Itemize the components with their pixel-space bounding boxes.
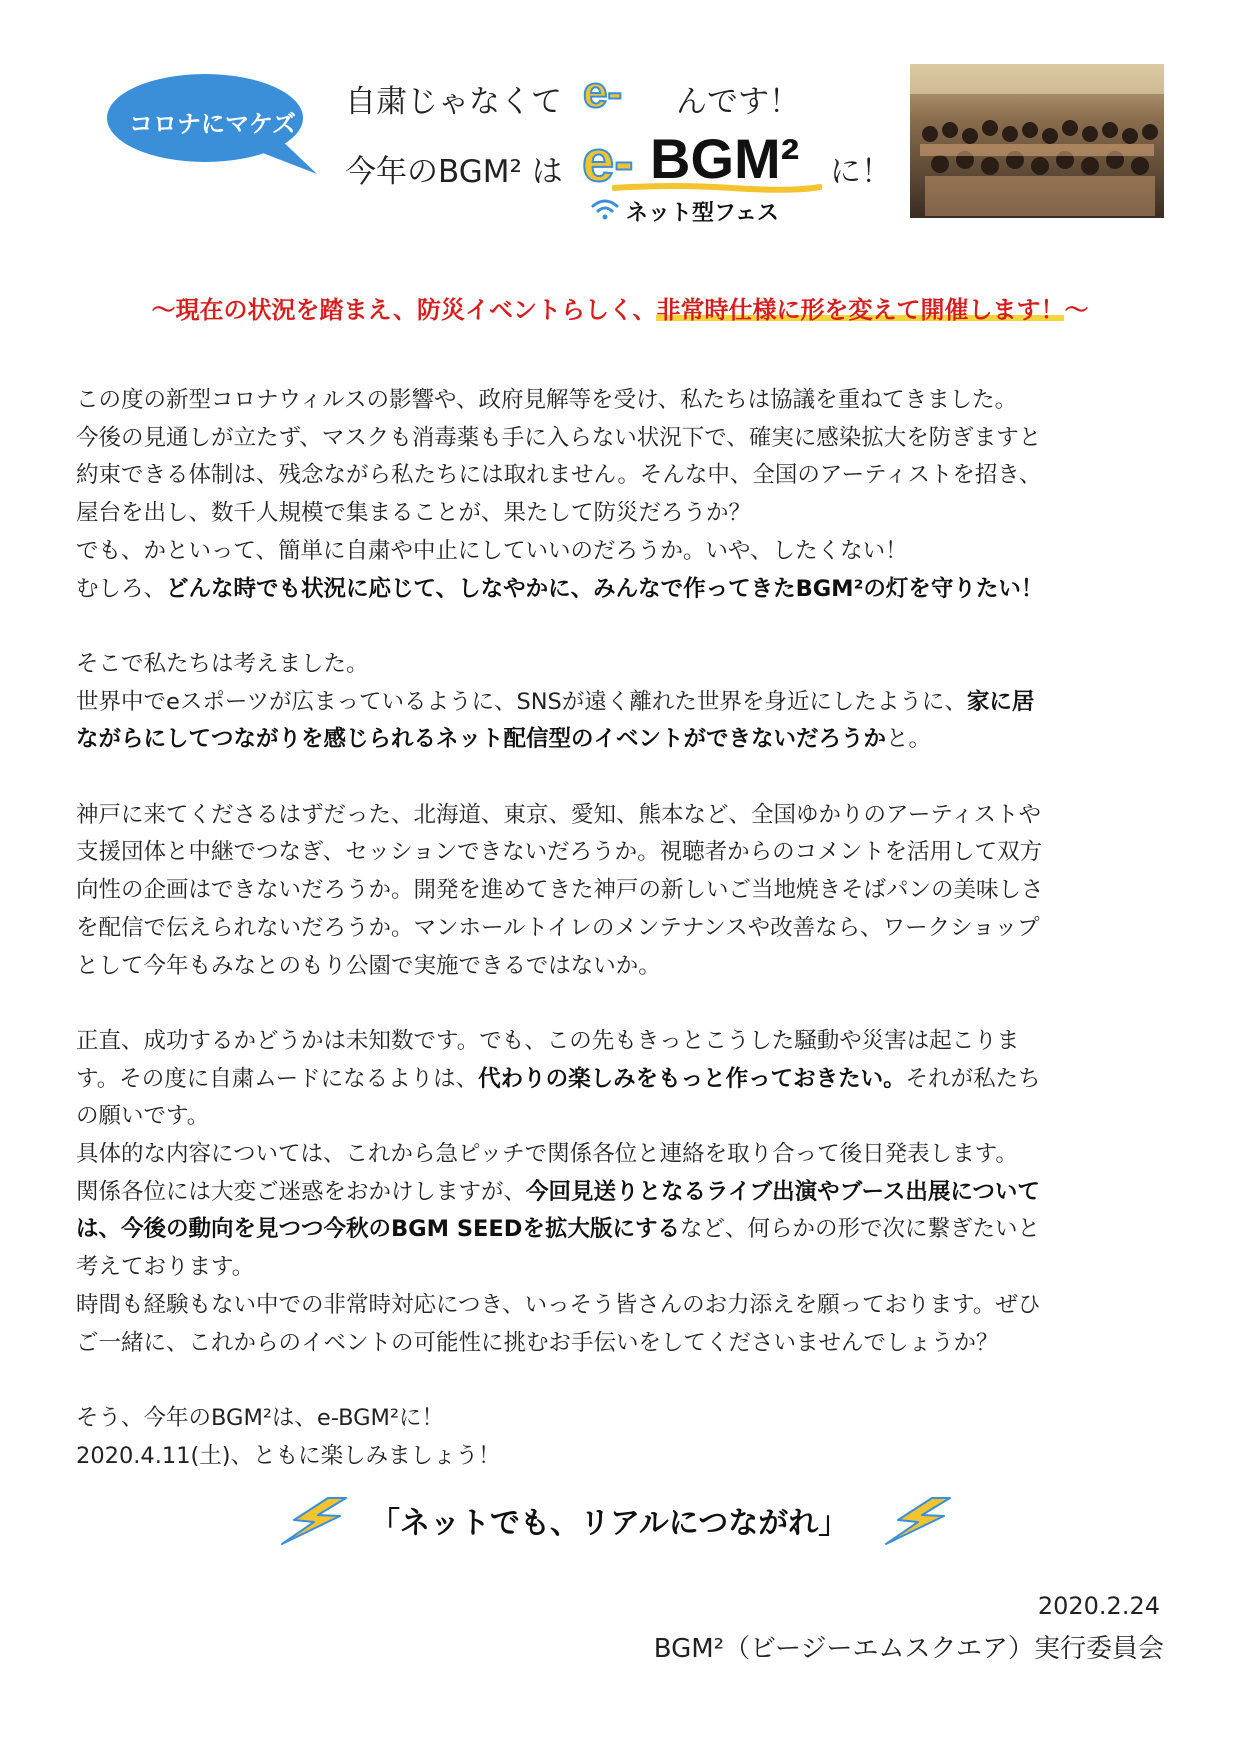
body-line: 今後の見通しが立たず、マスクも消毒薬も手に入らない状況下で、確実に感染拡大を防ぎますと [76, 424, 1042, 451]
headline-line1-post: んです！ [676, 84, 800, 120]
e-logo-small: e- [583, 68, 623, 117]
body-line: 神戸に来てくださるはずだった、北海道、東京、愛知、熊本など、全国ゆかりのアーティストや [76, 801, 1042, 828]
body-line [76, 1211, 1166, 1249]
headline-line2-post: に！ [830, 154, 892, 190]
document-date: 2020.2.24 [1037, 1592, 1160, 1620]
lightning-bolt-icon [276, 1496, 356, 1546]
group-photo [910, 64, 1164, 218]
body-span: など、何らかの形で次に繋ぎたいと [679, 1216, 1040, 1243]
body-span: 関係各位には大変ご迷惑をおかけしますが、 [76, 1178, 527, 1205]
lightning-bolt-icon [880, 1496, 960, 1546]
e-logo-large: e- [582, 129, 634, 194]
subtitle-highlight: 非常時仕様に形を変えて開催します！ [656, 296, 1065, 324]
headline-line2-pre: 今年のBGM² は [345, 154, 563, 190]
body-line: 正直、成功するかどうかは未知数です。でも、この先もきっとこうした騒動や災害は起こりま [76, 1027, 1020, 1054]
body-bold: どんな時でも状況に応じて、しなやかに、みんなで作ってきたBGM²の灯を守りたい！ [166, 575, 1044, 602]
wifi-icon [590, 196, 620, 222]
body-span: と。 [886, 726, 932, 753]
body-line: この度の新型コロナウィルスの影響や、政府見解等を受け、私たちは協議を重ねてきました。 [76, 387, 1018, 413]
speech-bubble [105, 72, 320, 176]
brush-underline [612, 182, 822, 194]
body-line: 向性の企画はできないだろうか。開発を進めてきた神戸の新しいご当地焼きそばパンの美味しさ [76, 877, 1044, 904]
body-line [76, 1174, 1166, 1212]
body-bold: は、今後の動向を見つつ今秋のBGM SEEDを拡大版にする [76, 1216, 680, 1243]
body-line: として今年もみなとのもり公園で実施できるではないか。 [76, 952, 661, 979]
bubble-text: コロナにマケズ [128, 110, 297, 138]
body-span: す。その度に自粛ムードになるよりは、 [76, 1065, 479, 1092]
body-line [76, 571, 1166, 609]
body-line: そう、今年のBGM²は、e-BGM²に！ [76, 1404, 444, 1431]
body-line: 屋台を出し、数千人規模で集まることが、果たして防災だろうか？ [76, 500, 752, 527]
body-line [76, 721, 1166, 759]
body-text [76, 382, 1166, 1475]
body-line: の願いです。 [76, 1103, 210, 1130]
body-line: 具体的な内容については、これから急ピッチで関係各位と連絡を取り合って後日発表します。 [76, 1141, 1018, 1168]
body-line: 考えております。 [76, 1254, 255, 1281]
slogan: 「ネットでも、リアルにつながれ」 [370, 1506, 849, 1541]
body-line: 2020.4.11(土)、ともに楽しみましょう！ [76, 1442, 501, 1469]
red-subtitle [0, 290, 1240, 325]
body-bold: 今回見送りとなるライブ出演やブース出展について [526, 1178, 1040, 1205]
body-line [76, 1061, 1166, 1099]
subtitle-part-1: ～現在の状況を踏まえ、防災イベントらしく、 [151, 296, 657, 324]
body-span: むしろ、 [76, 575, 167, 602]
body-line: 支援団体と中継でつなぎ、セッションできないだろうか。視聴者からのコメントを活用して双方 [76, 839, 1043, 866]
body-line: 時間も経験もない中での非常時対応につき、いっそう皆さんのお力添えを願っております。ぜひ [76, 1291, 1041, 1318]
body-line: ご一緒に、これからのイベントの可能性に挑むお手伝いをしてくださいませんでしょうか？ [76, 1329, 999, 1356]
body-span: それが私たち [905, 1065, 1041, 1092]
body-line [76, 684, 1166, 722]
body-line: そこで私たちは考えました。 [76, 650, 369, 677]
subtitle-part-3: ～ [1064, 296, 1089, 324]
logo-subtitle: ネット型フェス [626, 201, 779, 226]
body-span: 世界中でeスポーツが広まっているように、SNSが遠く離れた世界を身近にしたように、 [76, 688, 967, 715]
body-bold: ながらにしてつながりを感じられるネット配信型のイベントができないだろうか [76, 726, 887, 753]
bgm-logo: BGM² [650, 127, 800, 190]
organization-name: BGM²（ビージーエムスクエア）実行委員会 [653, 1634, 1164, 1664]
body-bold: 家に居 [966, 688, 1035, 715]
body-line: 約束できる体制は、残念ながら私たちには取れません。そんな中、全国のアーティストを招き、 [76, 462, 1042, 489]
body-bold: 代わりの楽しみをもっと作っておきたい。 [478, 1065, 906, 1092]
body-line: を配信で伝えられないだろうか。マンホールトイレのメンテナンスや改善なら、ワークショップ [76, 914, 1040, 941]
body-line: でも、かといって、簡単に自粛や中止にしていいのだろうか。いや、したくない！ [76, 537, 908, 564]
headline-line1-pre: 自粛じゃなくて [345, 84, 562, 120]
group-photo-illustration [910, 64, 1164, 218]
